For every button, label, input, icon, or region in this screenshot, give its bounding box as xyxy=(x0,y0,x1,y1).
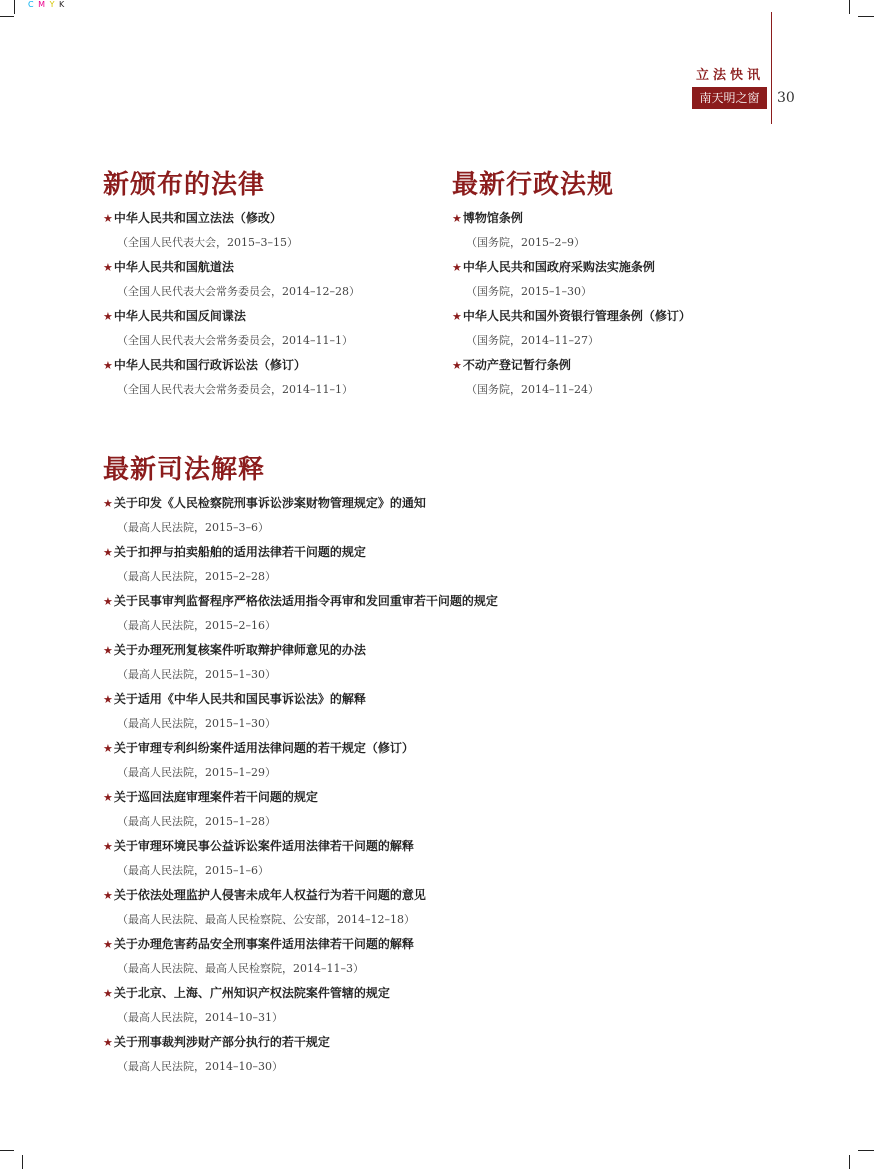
list-item xyxy=(103,883,803,932)
list-item xyxy=(103,206,433,255)
crop-mark-top-right-h xyxy=(858,16,874,17)
entry-title xyxy=(103,883,803,908)
entry-title xyxy=(103,981,803,1006)
list-item xyxy=(103,304,433,353)
entry-title xyxy=(103,736,803,761)
star-icon: ★ xyxy=(103,546,113,559)
cmyk-c: C xyxy=(28,0,35,9)
entry-title xyxy=(103,932,803,957)
section-admin-regulations xyxy=(452,168,782,402)
entry-title xyxy=(452,255,782,280)
entry-title xyxy=(103,353,433,378)
star-icon: ★ xyxy=(103,497,113,510)
entry-title-text: 中华人民共和国航道法 xyxy=(113,260,234,274)
crop-mark-bottom-left-v xyxy=(22,1155,23,1169)
list-item xyxy=(452,304,782,353)
entry-title-text: 关于依法处理监护人侵害未成年人权益行为若干问题的意见 xyxy=(113,888,426,902)
star-icon: ★ xyxy=(103,693,113,706)
entry-list xyxy=(103,491,803,1079)
page-number: 30 xyxy=(777,90,795,106)
entry-title xyxy=(103,1030,803,1055)
entry-title xyxy=(103,785,803,810)
entry-source: （国务院，2014–11–24） xyxy=(466,383,599,396)
entry-source: （全国人民代表大会，2015–3–15） xyxy=(117,236,298,249)
entry-source: （最高人民法院，2015–1–29） xyxy=(117,766,276,779)
entry-source: （国务院，2015–1–30） xyxy=(466,285,592,298)
entry-source: （最高人民法院，2015–3–6） xyxy=(117,521,269,534)
list-item xyxy=(103,1030,803,1079)
entry-title xyxy=(103,206,433,231)
star-icon: ★ xyxy=(452,261,462,274)
entry-title-text: 关于巡回法庭审理案件若干问题的规定 xyxy=(113,790,318,804)
list-item xyxy=(103,785,803,834)
list-item xyxy=(103,255,433,304)
entry-title-text: 关于刑事裁判涉财产部分执行的若干规定 xyxy=(113,1035,330,1049)
entry-source: （最高人民法院，2015–2–28） xyxy=(117,570,276,583)
entry-source: （国务院，2015–2–9） xyxy=(466,236,585,249)
entry-title-text: 关于办理死刑复核案件听取辩护律师意见的办法 xyxy=(113,643,366,657)
cmyk-k: K xyxy=(59,0,66,9)
entry-title xyxy=(452,206,782,231)
list-item xyxy=(103,687,803,736)
cmyk-m: M xyxy=(38,0,47,9)
section-heading: 新颁布的法律 xyxy=(103,170,266,200)
entry-title xyxy=(103,540,803,565)
section-heading: 最新行政法规 xyxy=(452,170,615,200)
entry-source: （最高人民法院、最高人民检察院，2014–11–3） xyxy=(117,962,364,975)
entry-title-text: 关于扣押与拍卖船舶的适用法律若干问题的规定 xyxy=(113,545,366,559)
list-item xyxy=(103,540,803,589)
list-item xyxy=(103,981,803,1030)
crop-mark-bottom-right-h xyxy=(858,1150,874,1151)
list-item xyxy=(103,736,803,785)
entry-title-text: 关于审理专利纠纷案件适用法律问题的若干规定（修订） xyxy=(113,741,414,755)
crop-mark-top-left-v xyxy=(14,0,15,14)
entry-list xyxy=(452,206,782,402)
entry-source: （全国人民代表大会常务委员会，2014–11–1） xyxy=(117,383,353,396)
entry-title xyxy=(103,255,433,280)
entry-title-text: 不动产登记暂行条例 xyxy=(462,358,571,372)
magazine-tag: 南天明之窗 xyxy=(692,87,767,109)
star-icon: ★ xyxy=(103,1036,113,1049)
star-icon: ★ xyxy=(103,987,113,1000)
entry-title xyxy=(103,687,803,712)
cmyk-y: Y xyxy=(49,0,56,9)
list-item xyxy=(103,834,803,883)
entry-source: （国务院，2014–11–27） xyxy=(466,334,599,347)
entry-source: （最高人民法院，2015–1–6） xyxy=(117,864,269,877)
star-icon: ★ xyxy=(103,644,113,657)
entry-source: （全国人民代表大会常务委员会，2014–12–28） xyxy=(117,285,360,298)
entry-title-text: 关于民事审判监督程序严格依法适用指令再审和发回重审若干问题的规定 xyxy=(113,594,498,608)
entry-source: （全国人民代表大会常务委员会，2014–11–1） xyxy=(117,334,353,347)
list-item xyxy=(103,638,803,687)
entry-source: （最高人民法院，2015–1–30） xyxy=(117,717,276,730)
star-icon: ★ xyxy=(103,212,113,225)
star-icon: ★ xyxy=(103,261,113,274)
cmyk-color-bar xyxy=(28,0,65,9)
list-item xyxy=(103,491,803,540)
entry-title-text: 关于审理环境民事公益诉讼案件适用法律若干问题的解释 xyxy=(113,839,414,853)
section-new-laws xyxy=(103,168,433,402)
star-icon: ★ xyxy=(103,791,113,804)
star-icon: ★ xyxy=(452,212,462,225)
star-icon: ★ xyxy=(103,840,113,853)
crop-mark-bottom-right-v xyxy=(849,1155,850,1169)
entry-source: （最高人民法院，2015–1–30） xyxy=(117,668,276,681)
star-icon: ★ xyxy=(103,359,113,372)
list-item xyxy=(452,255,782,304)
star-icon: ★ xyxy=(452,359,462,372)
entry-title xyxy=(103,589,803,614)
list-item xyxy=(452,206,782,255)
entry-title-text: 关于北京、上海、广州知识产权法院案件管辖的规定 xyxy=(113,986,390,1000)
star-icon: ★ xyxy=(103,742,113,755)
entry-source: （最高人民法院、最高人民检察院、公安部，2014–12–18） xyxy=(117,913,415,926)
entry-source: （最高人民法院，2015–1–28） xyxy=(117,815,276,828)
entry-source: （最高人民法院，2015–2–16） xyxy=(117,619,276,632)
entry-title xyxy=(103,304,433,329)
crop-mark-top-left-h xyxy=(0,16,14,17)
entry-title xyxy=(452,353,782,378)
list-item xyxy=(103,932,803,981)
entry-title xyxy=(103,491,803,516)
entry-title-text: 关于适用《中华人民共和国民事诉讼法》的解释 xyxy=(113,692,366,706)
crop-mark-bottom-left-h xyxy=(0,1150,14,1151)
entry-title xyxy=(103,834,803,859)
entry-title-text: 关于办理危害药品安全刑事案件适用法律若干问题的解释 xyxy=(113,937,414,951)
entry-title-text: 中华人民共和国政府采购法实施条例 xyxy=(462,260,655,274)
crop-mark-top-right-v xyxy=(849,0,850,14)
entry-title-text: 中华人民共和国立法法（修改） xyxy=(113,211,282,225)
entry-title-text: 关于印发《人民检察院刑事诉讼涉案财物管理规定》的通知 xyxy=(113,496,426,510)
entry-title-text: 中华人民共和国外资银行管理条例（修订） xyxy=(462,309,691,323)
list-item xyxy=(103,353,433,402)
entry-title-text: 中华人民共和国反间谍法 xyxy=(113,309,246,323)
entry-title-text: 中华人民共和国行政诉讼法（修订） xyxy=(113,358,306,372)
entry-source: （最高人民法院，2014–10–30） xyxy=(117,1060,283,1073)
entry-title xyxy=(452,304,782,329)
entry-list xyxy=(103,206,433,402)
star-icon: ★ xyxy=(103,595,113,608)
header-divider-line xyxy=(771,12,772,124)
column-name: 立法快讯 xyxy=(695,68,764,83)
list-item xyxy=(103,589,803,638)
entry-source: （最高人民法院，2014–10–31） xyxy=(117,1011,283,1024)
star-icon: ★ xyxy=(103,938,113,951)
star-icon: ★ xyxy=(103,310,113,323)
star-icon: ★ xyxy=(103,889,113,902)
entry-title xyxy=(103,638,803,663)
list-item xyxy=(452,353,782,402)
section-judicial-interpretations xyxy=(103,453,803,1079)
section-heading: 最新司法解释 xyxy=(103,455,266,485)
star-icon: ★ xyxy=(452,310,462,323)
entry-title-text: 博物馆条例 xyxy=(462,211,523,225)
